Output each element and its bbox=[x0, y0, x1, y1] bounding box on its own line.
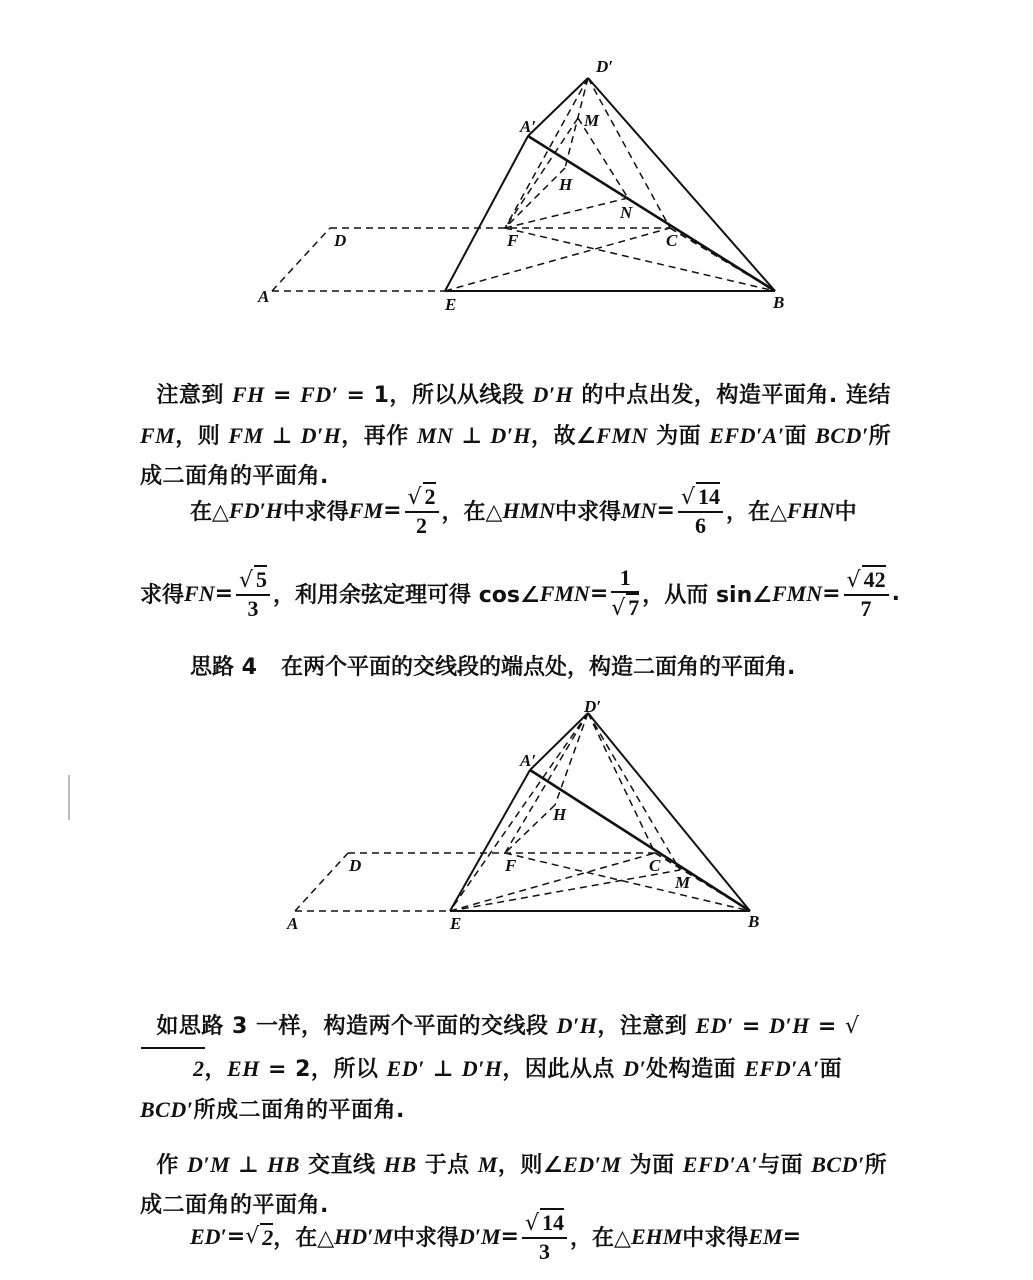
text: 为面 bbox=[621, 1153, 683, 1178]
text: = bbox=[214, 581, 234, 606]
math: FMN bbox=[539, 580, 590, 606]
text: 求得 bbox=[140, 583, 185, 608]
text: ，则 bbox=[175, 424, 229, 449]
text: 在△ bbox=[190, 500, 229, 525]
label-M-2: M bbox=[675, 873, 691, 892]
text: = bbox=[733, 1014, 769, 1039]
math: D′H bbox=[461, 1056, 503, 1081]
math: MN bbox=[416, 423, 454, 448]
math: FM bbox=[140, 423, 176, 448]
text: 中求得 bbox=[392, 1226, 459, 1251]
text: = 2，所以 bbox=[259, 1057, 387, 1082]
math: FM bbox=[228, 423, 264, 448]
label-H-2: H bbox=[553, 805, 567, 824]
text: . bbox=[891, 581, 900, 606]
math: FH bbox=[232, 382, 265, 407]
math: EM bbox=[748, 1223, 783, 1249]
label-M-1: M bbox=[584, 111, 600, 130]
text: 交直线 bbox=[299, 1153, 384, 1178]
math: ED′ bbox=[190, 1223, 227, 1249]
math: HB bbox=[383, 1152, 417, 1177]
text: 面 bbox=[819, 1057, 851, 1082]
fraction: $\frac{√ 5}{3}$ bbox=[236, 565, 270, 622]
math: FD′H bbox=[228, 497, 283, 523]
radicand: 42 bbox=[863, 567, 886, 592]
math: BCD′ bbox=[815, 423, 869, 448]
math: D′H bbox=[556, 1013, 598, 1038]
math: HMN bbox=[502, 497, 556, 523]
label-C-2: C bbox=[649, 856, 661, 875]
label-B-1: B bbox=[773, 293, 785, 312]
fraction: $\frac{√ 14}{3}$ bbox=[522, 1208, 567, 1265]
denominator: 6 bbox=[694, 513, 706, 538]
text: = bbox=[782, 1224, 801, 1249]
text: 注意到 bbox=[156, 383, 232, 408]
math: MN bbox=[621, 497, 657, 523]
label-B-2: B bbox=[748, 912, 760, 931]
text: ，从而 sin∠ bbox=[642, 583, 772, 608]
text: ，再作 bbox=[341, 424, 417, 449]
math-line-3 bbox=[140, 565, 900, 622]
text: 所成二面角的平面角. bbox=[193, 1098, 405, 1123]
math: D′H bbox=[490, 423, 532, 448]
text: = bbox=[226, 1224, 246, 1249]
text: 面 bbox=[784, 424, 816, 449]
text: ，则∠ bbox=[497, 1153, 564, 1178]
denominator: 3 bbox=[247, 596, 259, 621]
text: 与面 bbox=[758, 1153, 812, 1178]
text: ⊥ bbox=[453, 424, 491, 449]
text: 作 bbox=[156, 1153, 187, 1178]
text: = bbox=[264, 383, 301, 408]
label-N-1: N bbox=[620, 203, 633, 222]
heading-label: 思路 4 bbox=[190, 655, 257, 680]
text: 处构造面 bbox=[646, 1057, 745, 1082]
math: D′H bbox=[532, 382, 574, 407]
math: FM bbox=[348, 497, 384, 523]
text: ，在△ bbox=[570, 1226, 631, 1251]
label-C-1: C bbox=[666, 231, 678, 250]
text: 的中点出发，构造平面角. 连结 bbox=[573, 383, 900, 408]
math: ED′ bbox=[695, 1013, 734, 1038]
math: BCD′ bbox=[140, 1097, 194, 1122]
text: = bbox=[383, 498, 402, 523]
text: ，在△ bbox=[441, 500, 503, 525]
math: EH bbox=[227, 1056, 260, 1081]
math: FMN bbox=[771, 580, 823, 606]
text: 中 bbox=[834, 500, 857, 525]
label-A-2: A bbox=[287, 914, 299, 933]
math: EFD′A′ bbox=[682, 1152, 759, 1177]
math: EHM bbox=[630, 1223, 683, 1249]
text: 所成二面角的平面角. bbox=[140, 424, 892, 489]
label-Dp-1: D′ bbox=[596, 57, 614, 76]
text: 如思路 3 一样，构造两个平面的交线段 bbox=[156, 1014, 557, 1039]
radicand: 2 bbox=[424, 484, 436, 509]
text: = bbox=[809, 1014, 845, 1039]
text: ，注意到 bbox=[597, 1014, 696, 1039]
math: ED′M bbox=[563, 1152, 622, 1177]
heading-text: 在两个平面的交线段的端点处，构造二面角的平面角. bbox=[280, 655, 796, 680]
math: BCD′ bbox=[811, 1152, 865, 1177]
numerator: 1 bbox=[611, 565, 639, 593]
text: ，在△ bbox=[273, 1226, 335, 1251]
text: ⊥ bbox=[424, 1057, 462, 1082]
radicand: 2 bbox=[262, 1224, 274, 1250]
label-D-2: D bbox=[349, 856, 362, 875]
paragraph-2: 如思路 3 一样，构造两个平面的交线段 D′H，注意到 ED′ = D′H = √2，EH = 2，所以 ED′ ⊥ D′H，因此从点 D′处构造面 EFD′A′面 BCD′所成二面角的平面角. bbox=[140, 1013, 860, 1123]
text: = bbox=[500, 1224, 519, 1249]
math: ED′ bbox=[386, 1056, 425, 1081]
radicand: 5 bbox=[256, 567, 268, 592]
math: EFD′A′ bbox=[709, 423, 785, 448]
text: 于点 bbox=[416, 1153, 478, 1178]
section-heading bbox=[190, 650, 795, 681]
text: = bbox=[656, 498, 675, 523]
text: ，在△ bbox=[725, 500, 787, 525]
label-Ap-2: A′ bbox=[520, 751, 537, 770]
radicand: 14 bbox=[542, 1210, 565, 1235]
label-F-1: F bbox=[507, 231, 519, 250]
math-line-2 bbox=[190, 482, 950, 539]
math: FN bbox=[184, 580, 215, 606]
radicand: 14 bbox=[697, 484, 720, 509]
text: 为面 bbox=[647, 424, 710, 449]
fraction: $\frac{√ 14}{6}$ bbox=[678, 482, 723, 539]
text: 中求得 bbox=[282, 500, 349, 525]
math: D′H bbox=[300, 423, 342, 448]
fraction: $\frac{1}{√ 7}$ bbox=[611, 565, 640, 621]
figure-1-diagram bbox=[0, 0, 1033, 320]
scan-mark bbox=[68, 775, 70, 820]
text: ⊥ bbox=[263, 424, 301, 449]
text: 中求得 bbox=[555, 500, 622, 525]
text: ，因此从点 bbox=[502, 1057, 624, 1082]
label-Ap-1: A′ bbox=[520, 117, 537, 136]
math: HD′M bbox=[334, 1223, 393, 1249]
math: D′M bbox=[458, 1223, 501, 1249]
text: = bbox=[822, 581, 841, 606]
radicand: 2 bbox=[141, 1047, 205, 1089]
label-H-1: H bbox=[559, 175, 573, 194]
denominator: 2 bbox=[416, 513, 428, 538]
label-F-2: F bbox=[505, 856, 517, 875]
math: M bbox=[477, 1152, 498, 1177]
label-E-1: E bbox=[445, 295, 457, 314]
text: ⊥ bbox=[230, 1153, 268, 1178]
math: D′ bbox=[623, 1056, 647, 1081]
label-Dp-2: D′ bbox=[584, 697, 602, 716]
text: 中求得 bbox=[682, 1226, 749, 1251]
math: EFD′A′ bbox=[744, 1056, 820, 1081]
math: FMN bbox=[596, 423, 648, 448]
math-line-4: ED′ = √ 2 ，在△ HD′M 中求得 D′M = $\frac{√ 14}{3}$ ，在△ EHM 中求得 EM = bbox=[190, 1210, 801, 1264]
math: FHN bbox=[786, 497, 835, 523]
math: D′M bbox=[187, 1152, 231, 1177]
text: ， bbox=[204, 1057, 228, 1082]
label-A-1: A bbox=[258, 287, 270, 306]
math: FD′ bbox=[300, 382, 339, 407]
math: HB bbox=[267, 1152, 300, 1177]
fraction: $\frac{√ 42}{7}$ bbox=[844, 565, 889, 622]
denominator: 7 bbox=[860, 596, 872, 621]
text: ，故∠ bbox=[531, 424, 597, 449]
radicand: 7 bbox=[628, 595, 640, 620]
label-E-2: E bbox=[450, 914, 462, 933]
text: 所成二面角的平面角. bbox=[140, 1153, 888, 1218]
paragraph-1 bbox=[140, 335, 900, 497]
fraction: $\frac{√ 2}{2}$ bbox=[405, 482, 439, 539]
text: = bbox=[589, 581, 609, 606]
label-D-1: D bbox=[334, 231, 347, 250]
math: D′H bbox=[769, 1013, 810, 1038]
denominator: 3 bbox=[539, 1239, 550, 1264]
text: ，利用余弦定理可得 cos∠ bbox=[273, 583, 540, 608]
text: = 1，所以从线段 bbox=[338, 383, 533, 408]
